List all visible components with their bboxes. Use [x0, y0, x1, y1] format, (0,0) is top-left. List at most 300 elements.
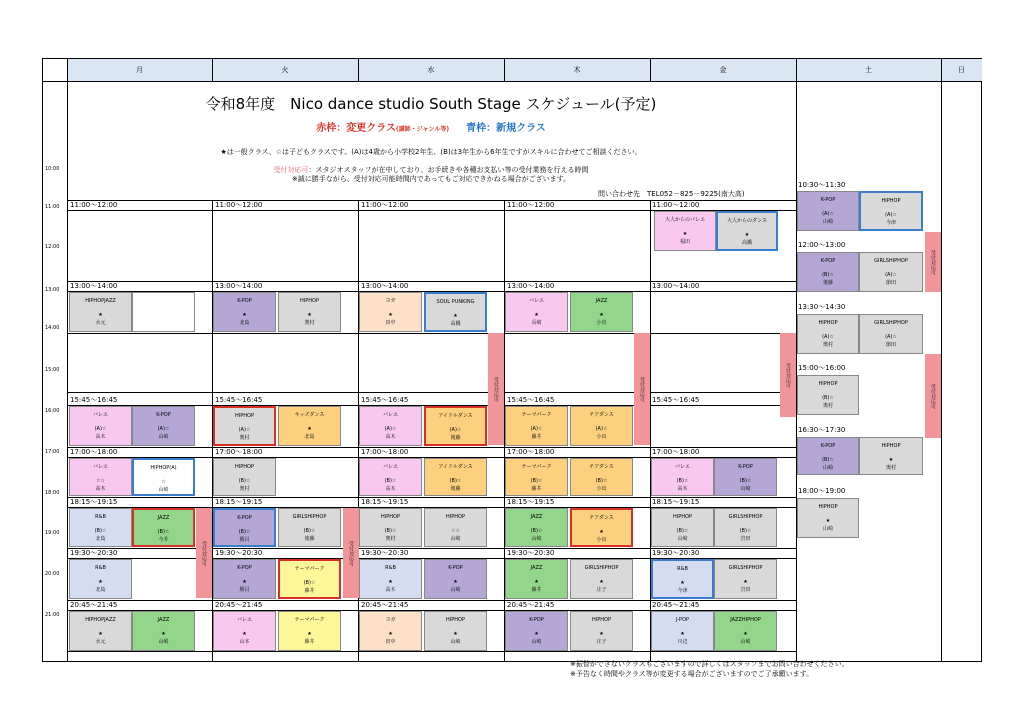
- class-name: HIPHOP: [881, 198, 901, 204]
- class-name: GIRLSHIPHOP: [292, 514, 327, 520]
- reception-available-bar: 受付対応可: [196, 508, 212, 598]
- time-label: 11:00: [45, 204, 60, 210]
- class-sym: ☆☆: [451, 528, 460, 534]
- class-sym: ★: [682, 231, 688, 237]
- class-sym: (B)☆: [676, 528, 689, 534]
- class-name: キッズダンス: [294, 412, 325, 418]
- class-teacher: 小出: [596, 320, 607, 326]
- grid-vline: [67, 81, 68, 662]
- class-cell[interactable]: [797, 498, 859, 538]
- class-sym: ★: [307, 312, 312, 318]
- class-sym: ★: [98, 579, 103, 585]
- class-name: K-POP: [448, 565, 463, 571]
- time-label: 17:00: [45, 449, 60, 455]
- grid-hline: [67, 333, 796, 334]
- day-header-3: 木: [504, 59, 650, 81]
- class-cell[interactable]: [570, 611, 633, 651]
- time-slot-label: 16:30～17:30: [798, 426, 846, 434]
- class-sym: ★: [307, 631, 312, 637]
- class-name: テーマパーク: [521, 464, 552, 470]
- class-cell[interactable]: [714, 508, 777, 547]
- time-label: 13:00: [45, 287, 60, 293]
- class-teacher: 藤井: [531, 434, 542, 440]
- class-sym: (A)☆: [822, 211, 834, 217]
- time-label: 21:00: [45, 612, 60, 618]
- day-header-2: 水: [358, 59, 504, 81]
- class-sym: ★: [534, 631, 539, 637]
- class-cell[interactable]: [213, 559, 276, 599]
- class-cell[interactable]: [714, 611, 777, 651]
- class-teacher: 山崎: [450, 536, 461, 542]
- class-sym: ★: [534, 579, 539, 585]
- class-cell[interactable]: [651, 508, 714, 547]
- class-sym: (A)☆: [157, 426, 170, 432]
- class-name: バレエ: [236, 617, 252, 623]
- footer-note-1: ※振替ができないクラスもございますので詳しくはスタッフまでお問い合わせください。: [570, 660, 849, 668]
- class-name: バレエ: [528, 298, 544, 304]
- class-teacher: 小出: [596, 434, 607, 440]
- class-name: JAZZ: [157, 515, 170, 521]
- class-name: チアダンス: [589, 412, 614, 418]
- class-name: 大人からのバレエ: [664, 217, 705, 223]
- class-name: GIRLSHIPHOP: [728, 514, 763, 520]
- legend-note: ★は一般クラス、☆は子どもクラスです。(A)は4歳から小学校2年生、(B)は3年生から6年生ですがスキルに合わせてご相談ください。: [220, 148, 642, 156]
- class-cell[interactable]: [359, 292, 422, 332]
- class-teacher: 水元: [95, 320, 106, 326]
- class-sym: (A)☆: [595, 426, 608, 432]
- class-sym: ★: [98, 312, 103, 318]
- class-teacher: 今井: [158, 537, 169, 543]
- class-teacher: 北島: [95, 536, 106, 542]
- class-sym: (A)☆: [449, 427, 462, 433]
- reception-note: [70, 166, 792, 175]
- grid-vline: [504, 58, 505, 81]
- class-sym: ★: [680, 631, 685, 637]
- time-slot-label: 19:30～20:30: [70, 549, 118, 557]
- class-sym: ★: [161, 631, 166, 637]
- class-teacher: 高木: [677, 486, 688, 492]
- class-name: K-POP: [820, 197, 836, 203]
- class-name: HIPHOP: [818, 504, 838, 510]
- class-teacher: 高木: [95, 434, 106, 440]
- class-cell[interactable]: [359, 559, 422, 599]
- class-cell[interactable]: [859, 314, 923, 354]
- time-slot-label: 11:00～12:00: [215, 201, 263, 209]
- time-slot-label: 15:45～16:45: [507, 396, 555, 404]
- class-cell[interactable]: [69, 611, 132, 651]
- class-teacher: 小出: [596, 537, 607, 543]
- class-teacher: 高橋: [741, 240, 752, 246]
- class-sym: (B)☆: [822, 272, 834, 278]
- class-cell[interactable]: [797, 437, 859, 475]
- time-slot-label: 13:00～14:00: [507, 282, 555, 290]
- class-name: テーマパーク: [521, 412, 552, 418]
- class-teacher: 奥村: [822, 403, 833, 409]
- grid-hline: [67, 651, 796, 652]
- day-header-0: 月: [67, 59, 212, 81]
- time-slot-label: 15:45～16:45: [652, 396, 700, 404]
- day-header-5: 土: [796, 59, 941, 81]
- class-teacher: 北島: [95, 587, 106, 593]
- class-cell[interactable]: [69, 458, 132, 496]
- time-slot-label: 13:00～14:00: [652, 282, 700, 290]
- class-teacher: 山崎: [158, 434, 169, 440]
- reception-available-bar: 受付対応可: [343, 508, 359, 598]
- class-cell[interactable]: [424, 611, 487, 651]
- time-slot-label: 19:30～20:30: [507, 549, 555, 557]
- class-cell[interactable]: [359, 406, 422, 446]
- time-slot-label: 10:30～11:30: [798, 181, 846, 189]
- class-cell[interactable]: [797, 314, 859, 354]
- class-cell[interactable]: [278, 611, 341, 651]
- class-sym: (B)☆: [303, 580, 316, 586]
- grid-vline: [212, 58, 213, 81]
- class-sym: ★: [242, 631, 247, 637]
- class-name: JAZZHIPHOP: [730, 617, 761, 623]
- time-label: 15:00: [45, 367, 60, 373]
- class-sym: (A)☆: [885, 272, 897, 278]
- class-cell[interactable]: [424, 458, 487, 496]
- class-cell[interactable]: [570, 406, 633, 446]
- class-teacher: 庄子: [596, 587, 607, 593]
- class-teacher: 高木: [385, 587, 396, 593]
- grid-vline: [941, 81, 942, 662]
- class-sym: ★: [680, 580, 685, 586]
- class-teacher: 後藤: [304, 536, 315, 542]
- time-slot-label: 20:45～21:45: [507, 601, 555, 609]
- class-sym: ★: [388, 579, 393, 585]
- class-teacher: 山崎: [740, 639, 751, 645]
- class-name: バレエ: [382, 412, 398, 418]
- class-cell[interactable]: [859, 191, 923, 231]
- class-sym: ★: [599, 579, 604, 585]
- time-slot-label: 17:00～18:00: [652, 448, 700, 456]
- class-teacher: 後藤: [450, 435, 461, 441]
- class-name: JAZZ: [530, 565, 543, 571]
- time-slot-label: 20:45～21:45: [215, 601, 263, 609]
- class-cell[interactable]: [714, 559, 777, 599]
- class-sym: ☆☆: [96, 478, 105, 484]
- class-sym: ★: [388, 631, 393, 637]
- reception-available-bar: 受付対応可: [925, 232, 941, 292]
- class-cell[interactable]: [505, 611, 568, 651]
- class-name: HIPHOP(A): [150, 465, 177, 471]
- class-name: HIPHOPJAZZ: [85, 298, 116, 304]
- class-cell[interactable]: [132, 292, 195, 332]
- time-slot-label: 15:45～16:45: [361, 396, 409, 404]
- time-slot-label: 11:00～12:00: [507, 201, 555, 209]
- day-header-1: 火: [212, 59, 358, 81]
- class-name: K-POP: [237, 298, 252, 304]
- time-slot-label: 13:00～14:00: [361, 282, 409, 290]
- class-cell[interactable]: [69, 508, 132, 547]
- time-slot-label: 12:00～13:00: [798, 241, 846, 249]
- class-name: HIPHOP: [446, 617, 465, 623]
- class-name: R&B: [95, 514, 106, 520]
- class-teacher: 川辺: [677, 639, 688, 645]
- class-sym: ☆: [161, 479, 166, 485]
- class-teacher: 北島: [239, 320, 250, 326]
- class-name: アイドルダンス: [438, 464, 473, 470]
- class-cell[interactable]: [651, 559, 714, 599]
- time-label: 10:00: [45, 166, 60, 172]
- class-name: HIPHOP: [381, 514, 400, 520]
- class-sym: (B)☆: [238, 529, 251, 535]
- class-teacher: 山本: [239, 639, 250, 645]
- class-teacher: 奥村: [239, 486, 250, 492]
- time-slot-label: 11:00～12:00: [361, 201, 409, 209]
- class-teacher: 長崎: [531, 320, 542, 326]
- class-name: HIPHOP: [235, 413, 254, 419]
- class-name: GIRLSHIPHOP: [874, 258, 908, 264]
- class-sym: ★: [98, 631, 103, 637]
- time-slot-label: 15:00～16:00: [798, 364, 846, 372]
- class-cell[interactable]: [505, 559, 568, 599]
- class-cell[interactable]: [132, 611, 195, 651]
- class-sym: (B)☆: [157, 529, 170, 535]
- class-name: GIRLSHIPHOP: [874, 320, 908, 326]
- class-name: バレエ: [92, 412, 108, 418]
- class-sym: (A)☆: [885, 334, 897, 340]
- class-teacher: 岩田: [740, 536, 751, 542]
- class-cell[interactable]: [213, 508, 276, 547]
- class-teacher: 北島: [304, 434, 315, 440]
- class-name: K-POP: [237, 515, 252, 521]
- class-cell[interactable]: [654, 211, 716, 251]
- class-cell[interactable]: [859, 252, 923, 292]
- class-teacher: 田中: [385, 639, 396, 645]
- class-cell[interactable]: [505, 292, 568, 332]
- class-name: K-POP: [237, 565, 252, 571]
- class-teacher: 山崎: [531, 536, 542, 542]
- time-slot-label: 17:00～18:00: [70, 448, 118, 456]
- class-name: ヨガ: [385, 298, 396, 304]
- class-cell[interactable]: [797, 191, 859, 231]
- reception-available-bar: 受付対応可: [634, 333, 650, 445]
- class-sym: ★: [534, 312, 539, 318]
- class-name: K-POP: [156, 412, 171, 418]
- class-teacher: 奥村: [304, 320, 315, 326]
- time-slot-label: 15:45～16:45: [70, 396, 118, 404]
- class-cell[interactable]: [132, 458, 195, 496]
- class-name: HIPHOP: [818, 320, 838, 326]
- class-sym: ★: [453, 313, 458, 319]
- class-cell[interactable]: [505, 406, 568, 446]
- class-teacher: 福田: [679, 239, 690, 245]
- class-sym: ★: [453, 631, 458, 637]
- class-name: HIPHOP: [673, 514, 692, 520]
- class-cell[interactable]: [505, 508, 568, 547]
- class-sym: (B)☆: [530, 528, 543, 534]
- class-sym: ★: [825, 518, 831, 524]
- class-cell[interactable]: [797, 375, 859, 415]
- class-sym: ★: [743, 631, 748, 637]
- time-slot-label: 18:15～19:15: [215, 498, 263, 506]
- class-name: HIPHOP: [881, 443, 901, 449]
- class-cell[interactable]: [570, 458, 633, 496]
- class-teacher: 高木: [95, 486, 106, 492]
- class-teacher: 高木: [385, 434, 396, 440]
- time-slot-label: 11:00～12:00: [652, 201, 700, 209]
- grid-vline: [650, 58, 651, 81]
- class-sym: (A)☆: [238, 427, 251, 433]
- class-sym: ★: [242, 312, 247, 318]
- class-teacher: 山崎: [822, 465, 833, 471]
- time-slot-label: 15:45～16:45: [215, 396, 263, 404]
- class-cell[interactable]: [278, 559, 341, 599]
- class-cell[interactable]: [424, 559, 487, 599]
- class-sym: ★: [743, 579, 748, 585]
- class-cell[interactable]: [213, 406, 276, 446]
- class-teacher: 庄子: [596, 639, 607, 645]
- time-slot-label: 17:00～18:00: [507, 448, 555, 456]
- class-teacher: 節田: [885, 342, 896, 348]
- class-cell[interactable]: [213, 292, 276, 332]
- class-name: HIPHOP: [235, 464, 254, 470]
- class-cell[interactable]: [278, 508, 341, 547]
- class-name: J-POP: [675, 617, 690, 623]
- class-cell[interactable]: [359, 611, 422, 651]
- class-cell[interactable]: [651, 611, 714, 651]
- class-teacher: 藤井: [531, 587, 542, 593]
- class-teacher: 山崎: [450, 587, 461, 593]
- class-sym: (B)☆: [595, 478, 608, 484]
- class-sym: (B)☆: [303, 528, 316, 534]
- class-sym: (B)☆: [739, 528, 752, 534]
- time-label: 14:00: [45, 325, 60, 331]
- contact-info: 問い合わせ先 TEL052－825－9225(南大高): [598, 190, 745, 198]
- class-sym: (B)☆: [449, 478, 462, 484]
- class-teacher: 奥村: [822, 342, 833, 348]
- class-cell[interactable]: [278, 292, 341, 332]
- class-name: K-POP: [529, 617, 544, 623]
- class-teacher: 奥村: [239, 435, 250, 441]
- class-teacher: 小出: [596, 486, 607, 492]
- class-name: 大人からのダンス: [727, 218, 767, 224]
- grid-hline: [67, 392, 796, 393]
- class-sym: ★: [599, 631, 604, 637]
- reception-available-bar: 受付対応可: [488, 333, 504, 445]
- red-frame-note: (講師・ジャンル等): [395, 126, 450, 133]
- class-cell[interactable]: [359, 458, 422, 496]
- class-name: GIRLSHIPHOP: [728, 565, 763, 571]
- class-name: R&B: [95, 565, 106, 571]
- day-header-6: 日: [941, 59, 982, 81]
- class-cell[interactable]: [132, 406, 195, 446]
- class-cell[interactable]: [797, 252, 859, 292]
- class-teacher: 山崎: [158, 487, 169, 493]
- class-teacher: 山崎: [450, 639, 461, 645]
- class-teacher: 山崎: [531, 639, 542, 645]
- time-slot-label: 19:30～20:30: [652, 549, 700, 557]
- class-sym: (B)☆: [822, 457, 834, 463]
- class-name: HIPHOP: [592, 617, 611, 623]
- class-name: チアダンス: [589, 464, 614, 470]
- class-cell[interactable]: [651, 458, 714, 496]
- class-sym: (B)☆: [822, 395, 834, 401]
- time-label: 19:00: [45, 530, 60, 536]
- time-slot-label: 20:45～21:45: [361, 601, 409, 609]
- class-name: テーマパーク: [294, 566, 325, 572]
- class-teacher: 奥村: [385, 536, 396, 542]
- class-cell[interactable]: [69, 406, 132, 446]
- class-sym: (B)☆: [238, 478, 251, 484]
- class-teacher: 藤井: [304, 588, 315, 594]
- class-teacher: 後藤: [822, 280, 833, 286]
- class-cell[interactable]: [570, 559, 633, 599]
- time-slot-label: 18:15～19:15: [361, 498, 409, 506]
- legend-subtitle: [70, 122, 792, 136]
- time-slot-label: 13:00～14:00: [70, 282, 118, 290]
- class-name: テーマパーク: [294, 617, 325, 623]
- class-cell[interactable]: [716, 211, 778, 251]
- class-name: K-POP: [820, 443, 836, 449]
- page-title: 令和8年度 Nico dance studio South Stage スケジュール(予定): [205, 95, 657, 113]
- time-slot-label: 20:45～21:45: [70, 601, 118, 609]
- time-label: 18:00: [45, 490, 60, 496]
- class-name: アイドルダンス: [438, 413, 473, 419]
- time-slot-label: 17:00～18:00: [215, 448, 263, 456]
- red-frame-label: 赤枠：変更クラス: [316, 123, 396, 134]
- time-slot-label: 11:00～12:00: [70, 201, 118, 209]
- class-cell[interactable]: [213, 458, 276, 496]
- class-sym: ★: [242, 579, 247, 585]
- class-teacher: 今津: [677, 588, 688, 594]
- time-slot-label: 18:15～19:15: [507, 498, 555, 506]
- class-name: チアダンス: [589, 515, 614, 521]
- class-name: JAZZ: [157, 617, 170, 623]
- class-sym: (B)☆: [530, 478, 543, 484]
- class-cell[interactable]: [570, 508, 633, 547]
- blue-frame-label: 青枠：新規クラス: [466, 123, 546, 134]
- class-cell[interactable]: [714, 458, 777, 496]
- time-label: 20:00: [45, 571, 60, 577]
- class-sym: ★: [307, 426, 312, 432]
- class-teacher: 山崎: [822, 526, 833, 532]
- class-name: ヨガ: [385, 617, 396, 623]
- class-cell[interactable]: [424, 406, 487, 446]
- class-cell[interactable]: [505, 458, 568, 496]
- class-sym: ★: [388, 312, 393, 318]
- class-cell[interactable]: [278, 406, 341, 446]
- class-cell[interactable]: [213, 611, 276, 651]
- class-name: バレエ: [92, 464, 108, 470]
- class-sym: ★: [744, 232, 750, 238]
- class-teacher: 高木: [385, 486, 396, 492]
- class-name: K-POP: [738, 464, 753, 470]
- class-name: HIPHOP: [446, 514, 465, 520]
- class-cell[interactable]: [132, 508, 195, 547]
- class-name: HIPHOP: [300, 298, 319, 304]
- class-cell[interactable]: [424, 292, 487, 332]
- class-teacher: 山崎: [677, 536, 688, 542]
- class-name: JAZZ: [530, 514, 543, 520]
- time-label: 16:00: [45, 408, 60, 414]
- class-cell[interactable]: [424, 508, 487, 547]
- class-teacher: 今津: [885, 220, 896, 226]
- reception-label: 受付対応可: [273, 166, 309, 174]
- class-cell[interactable]: [859, 437, 923, 475]
- class-teacher: 藤井: [531, 486, 542, 492]
- class-teacher: 奥村: [885, 465, 896, 471]
- class-cell[interactable]: [69, 559, 132, 599]
- class-sym: (A)☆: [885, 212, 897, 218]
- class-cell[interactable]: [359, 508, 422, 547]
- class-cell[interactable]: [69, 292, 132, 332]
- class-cell[interactable]: [570, 292, 633, 332]
- time-slot-label: 13:00～14:00: [215, 282, 263, 290]
- class-teacher: 山崎: [740, 486, 751, 492]
